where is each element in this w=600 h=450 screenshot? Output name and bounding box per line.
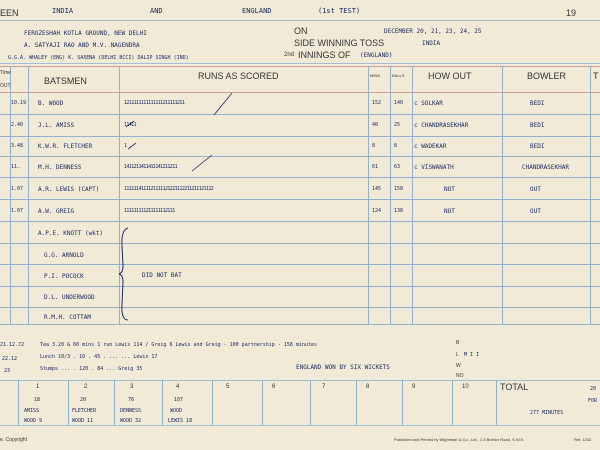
bowler: BEDI xyxy=(530,122,545,129)
total-value: 20 xyxy=(590,386,597,392)
batsman-name: R.M.H. COTTAM xyxy=(44,314,91,321)
runs-tally: 111111111211111112111 xyxy=(124,208,175,214)
extras-b-label: B xyxy=(456,340,460,346)
fow-rule xyxy=(0,425,600,426)
fow-number: 10 xyxy=(462,384,469,390)
fow-remaining: WOOD 32 xyxy=(120,418,142,424)
extras-w-label: W xyxy=(456,363,461,369)
how-out: NOT xyxy=(444,186,455,193)
time-out: 3.48 xyxy=(11,143,24,149)
fow-score: 107 xyxy=(174,397,184,403)
batsman-name: M.H. DENNESS xyxy=(38,164,82,171)
time-out: 1.07 xyxy=(11,186,24,192)
row-rule xyxy=(0,307,600,308)
row-rule xyxy=(0,221,600,222)
balls: 140 xyxy=(394,100,404,106)
header-title-fragment: EEN xyxy=(0,8,19,18)
fow-divider xyxy=(310,380,311,425)
fow-number: 3 xyxy=(130,384,134,390)
runs-tally: 1411211411411141211211 xyxy=(124,164,178,170)
did-not-bat-label: DID NOT BAT xyxy=(142,272,182,279)
batsman-name: P.I. POCOCK xyxy=(44,273,84,280)
fow-number: 9 xyxy=(412,384,416,390)
fow-outgoing: WOOD xyxy=(170,408,183,414)
scorers: G.G.A. WHALEY (ENG) K. SAXENA (DELHI BCCI) DALIP SINGH (IND) xyxy=(8,55,189,61)
balls: 63 xyxy=(394,164,401,170)
runs-tally: 11411 xyxy=(124,122,137,128)
fow-number: 2 xyxy=(84,384,88,390)
col-total-label: T xyxy=(593,71,599,81)
header-rule xyxy=(0,63,600,64)
batsman-name: K.W.R. FLETCHER xyxy=(38,143,93,150)
fow-score: 20 xyxy=(80,397,87,403)
header-year: 19 xyxy=(566,8,577,18)
runs-tally: 1111114111121111121221112211211121112 xyxy=(124,186,214,192)
fow-divider xyxy=(18,380,19,425)
venue: FEROZESHAH KOTLA GROUND, NEW DELHI xyxy=(24,30,147,37)
batsman-name: A.W. GREIG xyxy=(38,208,75,215)
batsman-name: A.R. LEWIS (CAPT) xyxy=(38,186,100,193)
batsman-name: J.L. AMISS xyxy=(38,122,75,129)
minutes: 40 xyxy=(372,122,379,128)
margin-note: 22.12 xyxy=(2,356,18,362)
how-out: c VISWANATH xyxy=(414,164,454,171)
bowler: BEDI xyxy=(530,143,545,150)
time-out: 11. xyxy=(11,164,21,170)
fow-remaining: WOOD 11 xyxy=(72,418,94,424)
balls: 158 xyxy=(394,186,404,192)
fow-divider xyxy=(452,380,453,425)
grid-top-rule xyxy=(0,66,600,67)
copyright: e. Copyright xyxy=(0,437,27,443)
innings-team: (ENGLAND) xyxy=(360,52,393,59)
fow-score: 18 xyxy=(34,397,41,403)
match-result: ENGLAND WON BY SIX WICKETS xyxy=(296,364,390,371)
batsman-name: D.L. UNDERWOOD xyxy=(44,294,95,301)
total-extra: FOR xyxy=(588,398,598,404)
col-time-label: Time xyxy=(0,70,11,76)
batsman-name: A.P.E. KNOTT (wkt) xyxy=(38,230,104,237)
fow-divider xyxy=(262,380,263,425)
total-label: TOTAL xyxy=(500,382,529,392)
fow-divider xyxy=(68,380,69,425)
col-out-label: OUT xyxy=(0,83,11,89)
fow-remaining: LEWIS 18 xyxy=(168,418,193,424)
col-runs-label: RUNS AS SCORED xyxy=(198,71,279,81)
fow-outgoing: FLETCHER xyxy=(72,408,97,414)
batsman-name: G.G. ARNOLD xyxy=(44,252,84,259)
fow-number: 5 xyxy=(226,384,230,390)
extras-l-value: M I I xyxy=(464,352,480,358)
how-out: c CHANDRASEKHAR xyxy=(414,122,469,129)
runs-tally: 1211111111111111211111211 xyxy=(124,100,185,106)
bowler: CHANDRASEKHAR xyxy=(522,164,569,171)
fow-divider xyxy=(356,380,357,425)
did-not-bat-brace xyxy=(118,226,132,322)
bowler: OUT xyxy=(530,208,541,215)
fow-divider xyxy=(402,380,403,425)
fow-number: 4 xyxy=(176,384,180,390)
balls: 138 xyxy=(394,208,404,214)
team1: INDIA xyxy=(52,7,74,15)
extras-l-label: L xyxy=(456,352,459,358)
note-line: Lunch 10/3 . 10 . 45 . ... ... Lewis 17 xyxy=(40,354,158,360)
how-out: c SOLKAR xyxy=(414,100,443,107)
on-label: ON xyxy=(294,26,308,36)
innings-number: 2nd xyxy=(284,52,295,58)
fow-number: 7 xyxy=(322,384,326,390)
batsman-name: B. WOOD xyxy=(38,100,64,107)
extras-no-label: NO xyxy=(456,373,464,379)
fow-outgoing: AMISS xyxy=(24,408,40,414)
header-rule xyxy=(0,20,600,21)
col-how-out-label: HOW OUT xyxy=(428,71,472,81)
row-rule xyxy=(0,243,600,244)
fow-remaining: WOOD 9 xyxy=(24,418,43,424)
time-out: 1.07 xyxy=(11,208,24,214)
runs-pen-strokes xyxy=(120,93,360,213)
umpires: A. SATYAJI RAO AND M.V. NAGENDRA xyxy=(24,42,140,49)
how-out: c WADEKAR xyxy=(414,143,447,150)
note-line: Stumps ... . 120 . 84 ... Greig 35 xyxy=(40,366,143,372)
fow-divider xyxy=(162,380,163,425)
publisher: Published and Printed by Wightman & Co., Ltd., 1-3 Brixton Road, S.W.9. xyxy=(394,437,524,442)
balls: 8 xyxy=(394,143,398,149)
toss-label: SIDE WINNING TOSS xyxy=(294,38,385,48)
fow-rule xyxy=(0,380,600,381)
toss-winner: INDIA xyxy=(422,40,441,47)
total-minutes: 277 MINUTES xyxy=(530,410,564,416)
margin-note: 23 xyxy=(4,368,11,374)
minutes: 145 xyxy=(372,186,382,192)
minutes: 8 xyxy=(372,143,376,149)
ref: Ref. 1242 xyxy=(574,437,592,442)
fow-number: 8 xyxy=(366,384,370,390)
runs-tally: 1 xyxy=(124,143,127,149)
row-rule xyxy=(0,264,600,265)
col-mins-label: MINS xyxy=(370,73,380,78)
team2: ENGLAND xyxy=(242,7,272,15)
row-rule xyxy=(0,286,600,287)
match-dates: DECEMBER 20, 21, 23, 24, 25 xyxy=(384,28,482,35)
fow-number: 1 xyxy=(36,384,40,390)
margin-note: 21.12.72 xyxy=(0,342,25,348)
bowler: BEDI xyxy=(530,100,545,107)
match-label: (1st TEST) xyxy=(318,7,361,15)
fow-outgoing: DENNESS xyxy=(120,408,142,414)
fow-divider xyxy=(212,380,213,425)
row-rule xyxy=(0,324,600,325)
fow-divider xyxy=(114,380,115,425)
note-line: Tea 3.20 & 60 mins 1 run Lewis 114 / Greig 6 Lewis and Greig - 100 partnership - 158 minutes xyxy=(40,342,317,348)
fow-divider xyxy=(496,380,497,425)
minutes: 152 xyxy=(372,100,382,106)
col-bowler-label: BOWLER xyxy=(527,71,567,81)
bowler: OUT xyxy=(530,186,541,193)
and-word: AND xyxy=(150,7,163,15)
balls: 25 xyxy=(394,122,401,128)
col-batsmen-label: BATSMEN xyxy=(44,76,87,86)
fow-score: 76 xyxy=(128,397,135,403)
fow-number: 6 xyxy=(272,384,276,390)
col-balls-label: BALLS xyxy=(392,73,405,78)
time-out: 2.40 xyxy=(11,122,24,128)
time-out: 10.19 xyxy=(11,100,27,106)
how-out: NOT xyxy=(444,208,455,215)
innings-label: INNINGS OF xyxy=(298,50,351,60)
minutes: 61 xyxy=(372,164,379,170)
minutes: 124 xyxy=(372,208,382,214)
